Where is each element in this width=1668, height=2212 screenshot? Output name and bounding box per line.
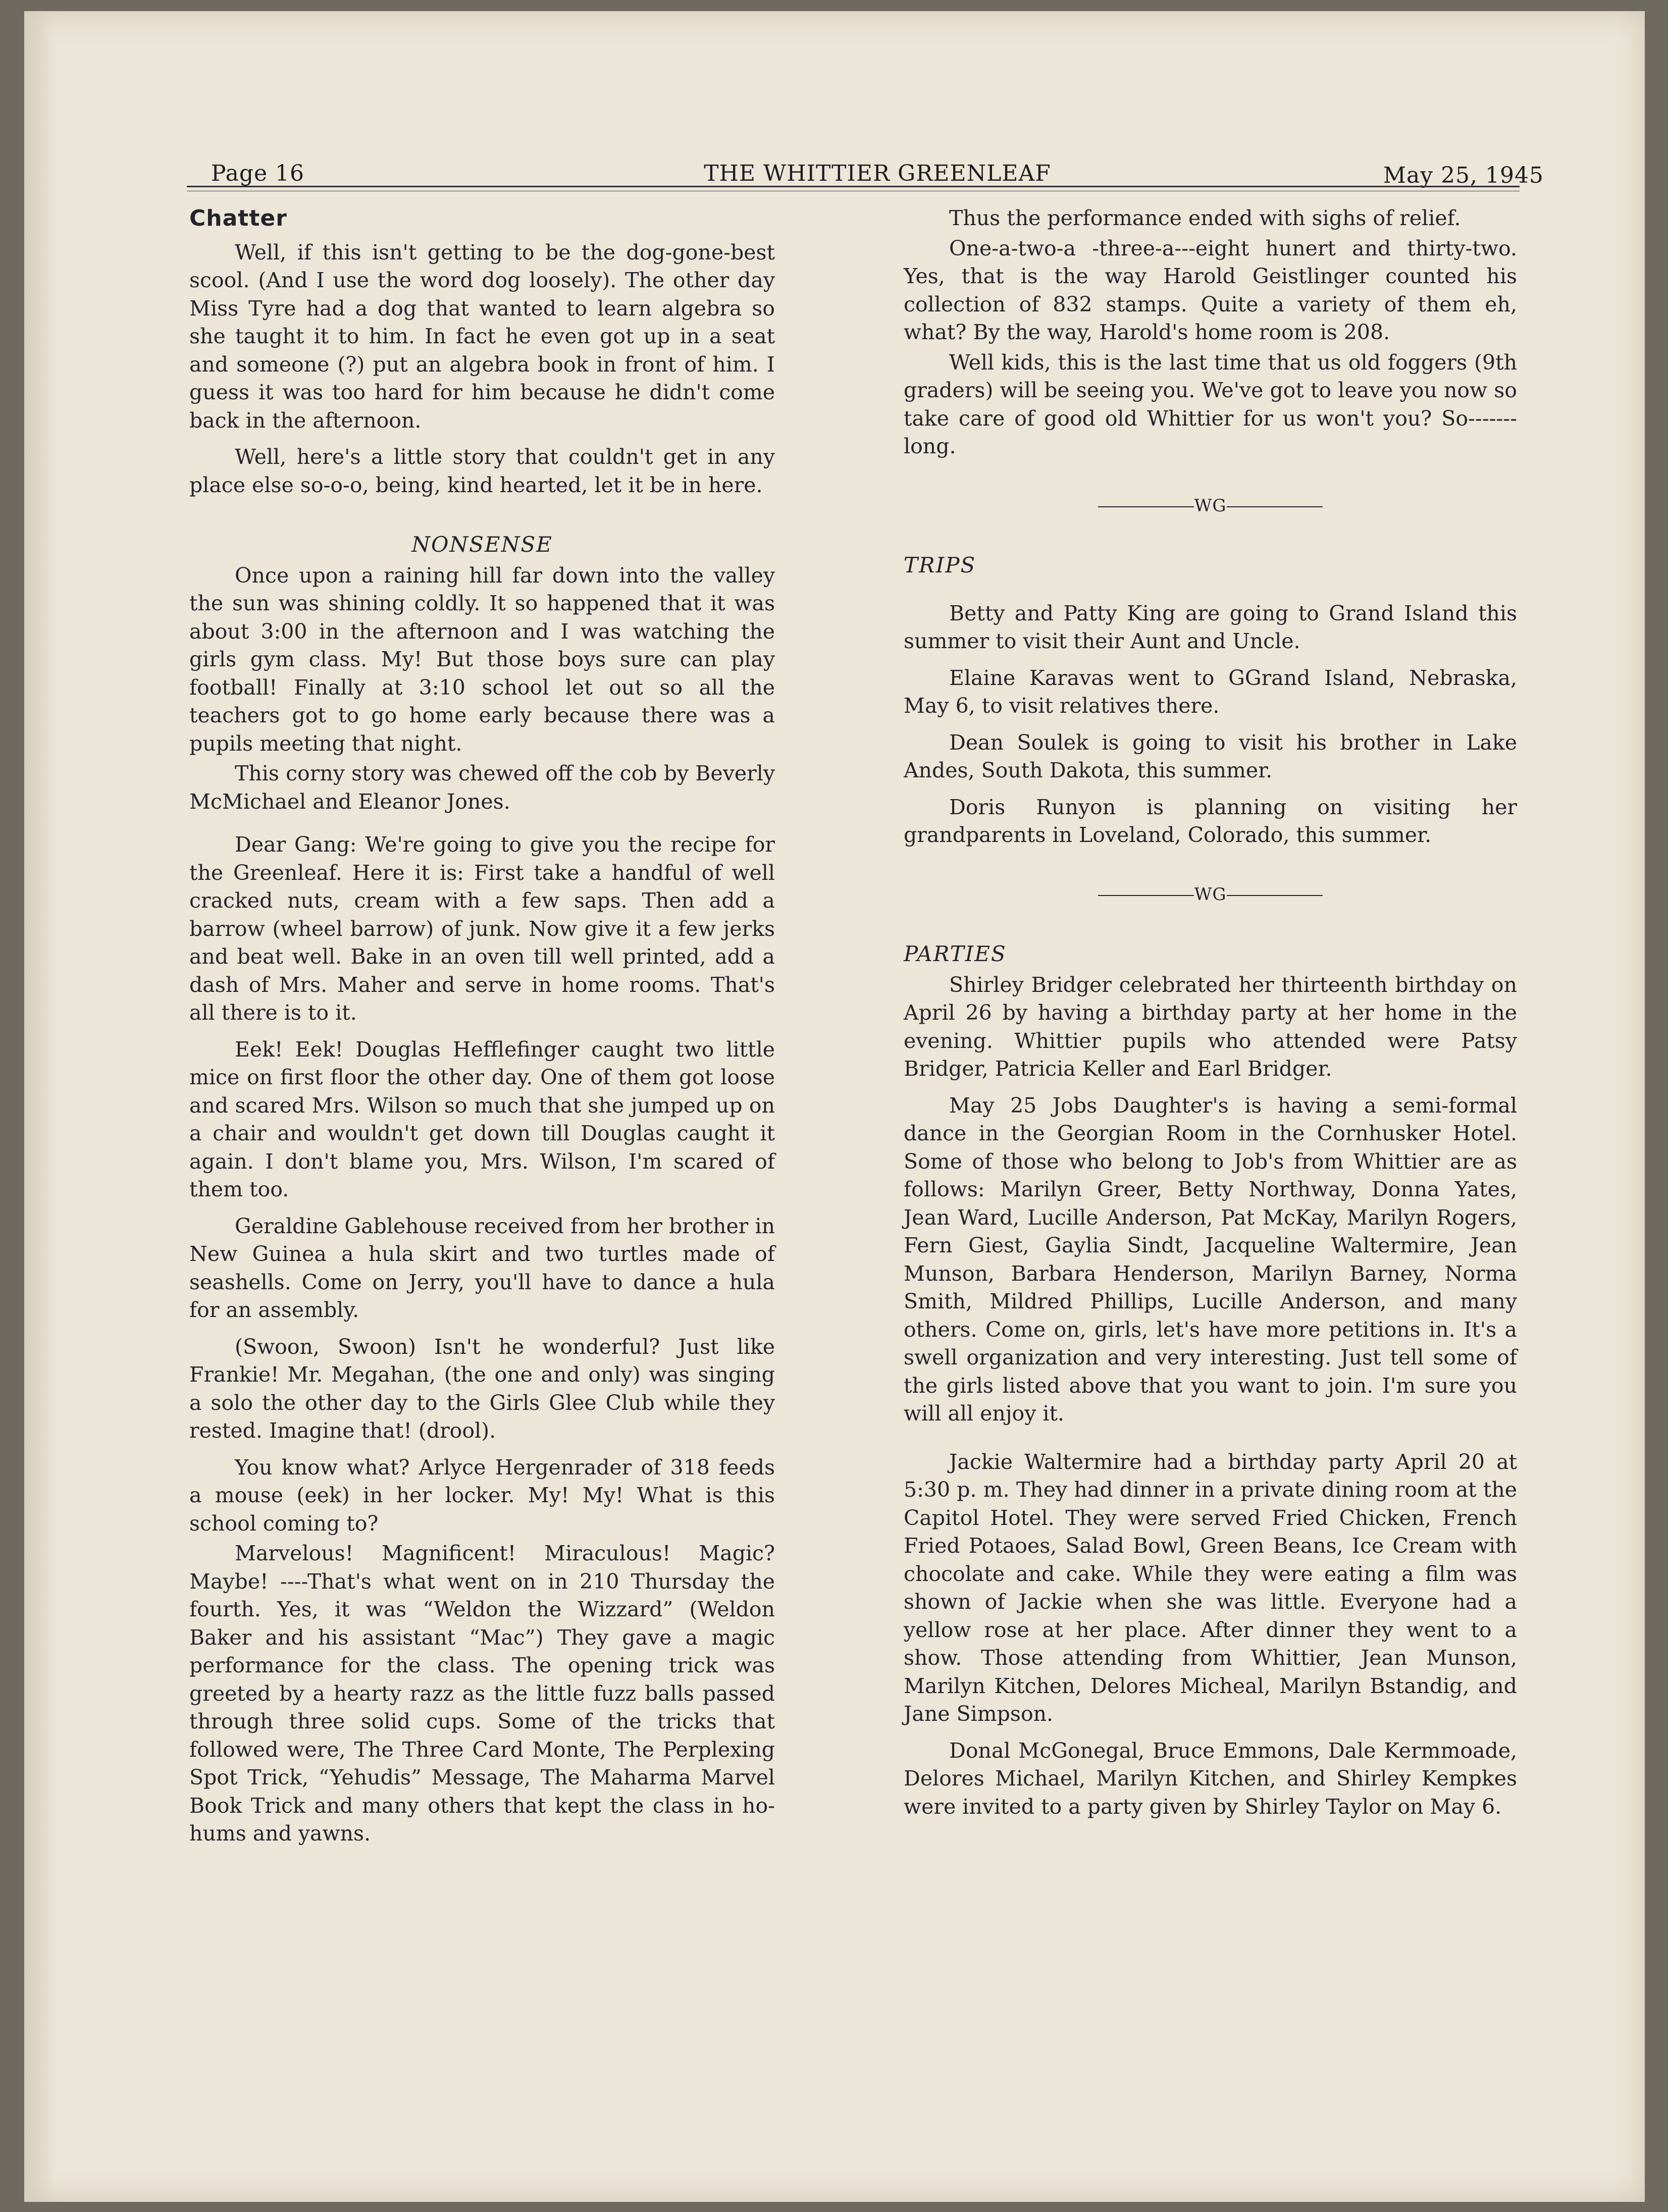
parties-paragraph: Donal McGonegal, Bruce Emmons, Dale Kermmoade, Delores Michael, Marilyn Kitchen, and Shirley Kempkes were invited to a party given by Shirley Taylor on May 6. bbox=[904, 1738, 1517, 1819]
page-header bbox=[211, 157, 1544, 198]
chatter-paragraph: Eek! Eek! Douglas Hefflefinger caught two little mice on first floor the other day. One of them got loose and scared Mrs. Wilson so much that she jumped up on a chair and wouldn't get down till Douglas caught it again. I don't blame you, Mrs. Wilson, I'm scared of them too. bbox=[189, 1037, 775, 1201]
section-divider bbox=[904, 881, 1517, 909]
chatter-paragraph: This corny story was chewed off the cob by Beverly McMichael and Eleanor Jones. bbox=[189, 761, 775, 814]
chatter-paragraph: (Swoon, Swoon) Isn't he wonderful? Just like Frankie! Mr. Megahan, (the one and only) was singing a solo the other day to the Girls Glee Club while they rested. Imagine that! (drool). bbox=[189, 1334, 775, 1443]
chatter-paragraph: Dear Gang: We're going to give you the recipe for the Greenleaf. Here it is: First take a handful of well cracked nuts, cream with a few saps. Then add a barrow (wheel barrow) of junk. Now give it a few jerks and beat well. Bake in an oven till well printed, add a dash of Mrs. Maher and serve in home rooms. That's all there is to it. bbox=[189, 832, 775, 1025]
nonsense-heading: NONSENSE bbox=[411, 532, 553, 557]
chatter-paragraph: You know what? Arlyce Hergenrader of 318 feeds a mouse (eek) in her locker. My! My! What is this school coming to? bbox=[189, 1455, 775, 1536]
wg-divider-label: WG bbox=[1194, 884, 1227, 905]
chatter-paragraph: Marvelous! Magnificent! Miraculous! Magic? Maybe! ----That's what went on in 210 Thursday the fourth. Yes, it was “Weldon the Wizzard” (Weldon Baker and his assistant “Mac”) They gave a magic performance for the class. The opening trick was greeted by a hearty razz as the little fuzz balls passed through three solid cups. Some of the tricks that followed were, The Three Card Monte, The Perplexing Spot Trick, “Yehudis” Message, The Maharma Marvel Book Trick and many others that kept the class in ho-hums and yawns. bbox=[189, 1541, 775, 1846]
trips-paragraph: Dean Soulek is going to visit his brother in Lake Andes, South Dakota, this summer. bbox=[904, 730, 1517, 782]
trips-heading: TRIPS bbox=[904, 553, 976, 577]
newspaper-title: THE WHITTIER GREENLEAF bbox=[704, 161, 1051, 186]
header-rule bbox=[187, 186, 1520, 187]
left-column bbox=[189, 204, 775, 1857]
parties-paragraph: May 25 Jobs Daughter's is having a semi-formal dance in the Georgian Room in the Cornhusker Hotel. Some of those who belong to Job's from Whittier are as follows: Marilyn Greer, Betty Northway, Donna Yates, Jean Ward, Lucille Anderson, Pat McKay, Marilyn Rogers, Fern Giest, Gaylia Sindt, Jacqueline Waltermire, Jean Munson, Barbara Henderson, Marilyn Barney, Norma Smith, Mildred Phillips, Lucille Anderson, and many others. Come on, girls, let's have more petitions in. It's a swell organization and very interesting. Just tell some of the girls listed above that you want to join. I'm sure you will all enjoy it. bbox=[904, 1093, 1517, 1426]
chatter-paragraph: Well, if this isn't getting to be the dog-gone-best scool. (And I use the word dog loosely). The other day Miss Tyre had a dog that wanted to learn algebra so she taught it to him. In fact he even got up in a seat and someone (?) put an algebra book in front of him. I guess it was too hard for him because he didn't come back in the afternoon. bbox=[189, 240, 775, 433]
trips-paragraph: Elaine Karavas went to GGrand Island, Nebraska, May 6, to visit relatives there. bbox=[904, 665, 1517, 718]
parties-paragraph: Shirley Bridger celebrated her thirteenth birthday on April 26 by having a birthday party at her home in the evening. Whittier pupils who attended were Patsy Bridger, Patricia Keller and Earl Bridger. bbox=[904, 972, 1517, 1081]
chatter-paragraph: Well kids, this is the last time that us old foggers (9th graders) will be seeing you. We've got to leave you now so take care of good old Whittier for us won't you? So-------long. bbox=[904, 350, 1517, 458]
parties-paragraph: Jackie Waltermire had a birthday party April 20 at 5:30 p. m. They had dinner in a private dining room at the Capitol Hotel. They were served Fried Chicken, French Fried Potaoes, Salad Bowl, Green Beans, Ice Cream with chocolate and cake. While they were eating a film was shown of Jackie when she was little. Everyone had a yellow rose at her place. After dinner they went to a show. Those attending from Whittier, Jean Munson, Marilyn Kitchen, Delores Micheal, Marilyn Bstandig, and Jane Simpson. bbox=[904, 1449, 1517, 1726]
chatter-paragraph: Well, here's a little story that couldn't get in any place else so-o-o, being, kind hearted, let it be in here. bbox=[189, 445, 775, 497]
page-number: Page 16 bbox=[211, 161, 305, 186]
trips-paragraph: Betty and Patty King are going to Grand Island this summer to visit their Aunt and Uncle. bbox=[904, 601, 1517, 653]
chatter-paragraph: Geraldine Gablehouse received from her brother in New Guinea a hula skirt and two turtles made of seashells. Come on Jerry, you'll have to dance a hula for an assembly. bbox=[189, 1214, 775, 1322]
right-column bbox=[904, 204, 1517, 1829]
chatter-paragraph: Thus the performance ended with sighs of relief. bbox=[949, 206, 1461, 230]
trips-paragraph: Doris Runyon is planning on visiting her grandparents in Loveland, Colorado, this summer. bbox=[904, 795, 1517, 847]
chatter-heading: Chatter bbox=[189, 205, 287, 231]
parties-heading: PARTIES bbox=[904, 941, 1007, 966]
wg-divider-label: WG bbox=[1194, 495, 1227, 516]
chatter-paragraph: One-a-two-a -three-a---eight hunert and thirty-two. Yes, that is the way Harold Geistlinger counted his collection of 832 stamps. Quite a variety of them eh, what? By the way, Harold's home room is 208. bbox=[904, 236, 1517, 344]
section-divider bbox=[904, 492, 1517, 520]
chatter-paragraph: Once upon a raining hill far down into the valley the sun was shining coldly. It so happened that it was about 3:00 in the afternoon and I was watching the girls gym class. My! But those boys sure can play football! Finally at 3:10 school let out so all the teachers got to go home early because there was a pupils meeting that night. bbox=[189, 563, 775, 756]
issue-date: May 25, 1945 bbox=[1383, 163, 1544, 188]
